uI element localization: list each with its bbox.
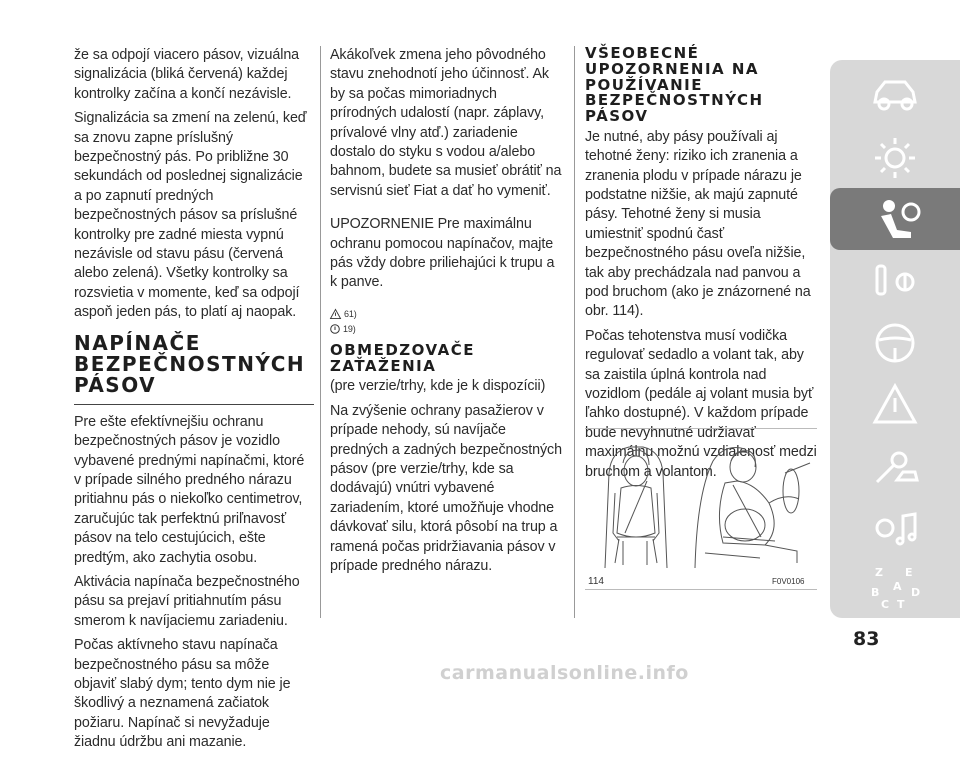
column-divider — [320, 46, 321, 618]
text-column-1 — [74, 46, 314, 758]
chapter-tab-safety[interactable] — [830, 188, 960, 250]
section-heading-pretensioners: NAPÍNAČE BEZPEČNOSTNÝCH PÁSOV — [74, 330, 306, 397]
section-heading-load-limiters: OBMEDZOVAČE ZAŤAŽENIA — [330, 340, 475, 375]
steering-wheel-icon — [867, 318, 923, 368]
index-letter: T — [897, 598, 905, 611]
paragraph: Na zvýšenie ochrany pasažierov v prípade nehody, sú navíjače predných a zadných bezpečnostných pásov (pre verzie/trhy, kde sa dodávajú) vnútri vybavené zariadením, ktoré umožňuje vhodne dávkovať silu, ktorá pôsobí na trup a ramená počas pridržiavania pásov v prípade predného nárazu. — [330, 402, 562, 575]
paragraph: Je nutné, aby pásy používali aj tehotné ženy: riziko ich zranenia a zranenia plodu v prípade nárazu je podstatne nižšie, ak majú zapnuté pásy. Tehotné ženy si musia umiestniť spodnú časť bezpečnostného pásu oveľa nižšie, tak aby prechádzala nad panvou a pod bruchom (ako je znázornené na obr. 114). — [585, 128, 811, 320]
text-column-2 — [330, 46, 562, 581]
chapter-tab-dashboard[interactable] — [830, 126, 960, 188]
column-divider — [574, 46, 575, 618]
chapter-sidebar — [830, 60, 960, 618]
figure-code: F0V0106 — [772, 577, 805, 586]
text-column-3 — [585, 46, 817, 487]
index-letter: C — [881, 598, 890, 611]
seat-airbag-icon — [867, 194, 923, 244]
chapter-tab-vehicle[interactable] — [830, 62, 960, 124]
paragraph: Počas aktívneho stavu napínača bezpečnostného pásu sa môže objaviť slabý dym; tento dym nie je škodlivý a neznamená začiatok požiaru. Napínač si nevyžaduje žiadnu údržbu ani mazanie. — [74, 637, 291, 751]
caution-circle-icon — [330, 324, 340, 334]
wrench-car-icon — [867, 442, 923, 492]
index-letter: A — [893, 580, 902, 593]
index-letters-icon — [867, 562, 923, 612]
index-letter: D — [911, 586, 921, 599]
reference-number: 19) — [343, 323, 356, 334]
reference-number: 61) — [344, 308, 357, 319]
paragraph: Signalizácia sa zmení na zelenú, keď sa znovu zapne príslušný bezpečnostný pás. Po približne 30 sekundách od poslednej signalizácie a po zapnutí predných bezpečnostných pásov sa príslušné kontrolky pre zadné miesta vypnú nezávisle od stavu pásu (červená alebo zelená). Všetky kontrolky sa rozsvietia v momente, keď sa odpojí aspoň jeden pás, to platí aj naopak. — [74, 110, 307, 321]
paragraph: (pre verzie/trhy, kde je k dispozícii) — [330, 378, 546, 395]
key-ignition-icon — [867, 256, 923, 306]
caution-reference[interactable] — [330, 322, 562, 337]
paragraph: Aktivácia napínača bezpečnostného pásu sa prejaví pritiahnutím pásu smerom k navíjaciemu zariadeniu. — [74, 573, 300, 629]
index-letter: B — [871, 586, 880, 599]
chapter-tab-maintenance[interactable] — [830, 436, 960, 498]
warning-lights-icon — [867, 132, 923, 182]
chapter-tab-index[interactable] — [830, 556, 960, 618]
paragraph: Akákoľvek zmena jeho pôvodného stavu znehodnotí jeho účinnosť. Ak by sa počas mimoriadnych prírodných udalostí (napr. záplavy, prívalové vlny atď.) zariadenie dostalo do styku s vodou a/alebo bahnom, budete sa musieť obrátiť na servisnú sieť Fiat a dať ho vymeniť. — [330, 47, 562, 199]
pregnant-woman-seatbelt-illustration — [585, 433, 817, 573]
figure-number: 114 — [588, 576, 604, 587]
figure-114-pregnant-seatbelt — [585, 428, 817, 590]
car-icon — [867, 68, 923, 118]
warning-triangle-icon — [330, 309, 341, 319]
watermark: carmanualsonline.info — [440, 662, 689, 684]
warning-note: UPOZORNENIE Pre maximálnu ochranu pomocou napínačov, majte pás vždy dobre priliehajúci k trupu a k panve. — [330, 216, 555, 291]
media-icon — [867, 504, 923, 554]
chapter-tab-starting[interactable] — [830, 250, 960, 312]
chapter-tab-driving[interactable] — [830, 312, 960, 374]
reference-marks — [330, 307, 562, 337]
paragraph: že sa odpojí viacero pásov, vizuálna signalizácia (bliká červená) každej kontrolky začína a končí nezávisle. — [74, 47, 300, 102]
section-heading-general-warnings: VŠEOBECNÉ UPOZORNENIA NA POUŽÍVANIE BEZPEČNOSTNÝCH PÁSOV — [585, 44, 764, 125]
heading-rule — [74, 404, 314, 405]
warning-reference[interactable] — [330, 307, 562, 322]
chapter-tab-multimedia[interactable] — [830, 498, 960, 560]
page-number: 83 — [853, 628, 880, 650]
index-letter: Z — [875, 566, 883, 579]
warning-triangle-icon — [867, 380, 923, 430]
paragraph: Počas tehotenstva musí vodička regulovať sedadlo a volant tak, aby sa zaistila úplná kontrola nad vozidlom (pedále aj volant musia byť ľahko dostupné). V každom prípade bude nevyhnutné udržiavať maximálnu možnú vzdialenosť medzi bruchom a volantom. — [585, 327, 817, 480]
paragraph: Pre ešte efektívnejšiu ochranu bezpečnostných pásov je vozidlo vybavené prednými napínačmi, ktoré v prípade silného predného nárazu pritiahnu pás o niekoľko centimetrov, zaručujúc tak perfektnú priľnavosť pásov na telo cestujúcich, ešte predtým, ako zachytia osobu. — [74, 413, 305, 566]
chapter-tab-emergency[interactable] — [830, 374, 960, 436]
index-letter: E — [905, 566, 913, 579]
